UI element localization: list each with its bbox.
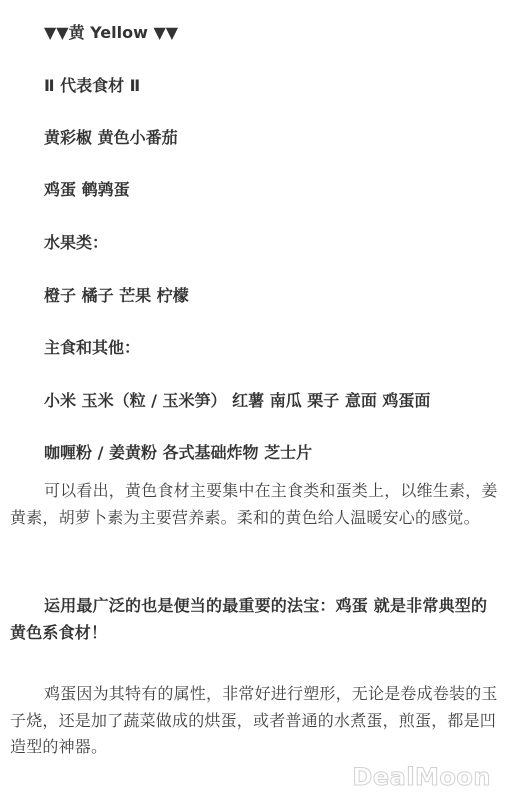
food-category-label: 主食和其他： (44, 338, 141, 357)
body-paragraph: 可以看出，黄色食材主要集中在主食类和蛋类上，以维生素，姜黄素，胡萝卜素为主要营养素。柔和的黄色给人温暖安心的感觉。 (10, 481, 498, 527)
food-line: 小米 玉米（粒 / 玉米笋） 红薯 南瓜 栗子 意面 鸡蛋面 (44, 391, 431, 410)
food-line: 黄彩椒 黄色小番茄 (44, 128, 178, 147)
food-category-label: 水果类： (44, 233, 109, 252)
food-line: 橙子 橘子 芒果 柠檬 (44, 286, 189, 305)
section-heading: ▼▼黄 Yellow ▼▼ (44, 23, 179, 42)
food-line: 咖喱粉 / 姜黄粉 各式基础炸物 芝士片 (44, 443, 313, 462)
food-line: 鸡蛋 鹌鹑蛋 (44, 180, 130, 199)
highlight-paragraph: 运用最广泛的也是便当的最重要的法宝：鸡蛋 就是非常典型的黄色系食材！ (10, 596, 488, 642)
dealmoon-watermark: DealMoon (352, 763, 491, 791)
section-label: Ⅱ 代表食材 Ⅱ (44, 76, 141, 95)
body-paragraph: 鸡蛋因为其特有的属性，非常好进行塑形，无论是卷成卷装的玉子烧，还是加了蔬菜做成的烘蛋，或者普通的水煮蛋，煎蛋，都是凹造型的神器。 (10, 684, 498, 756)
